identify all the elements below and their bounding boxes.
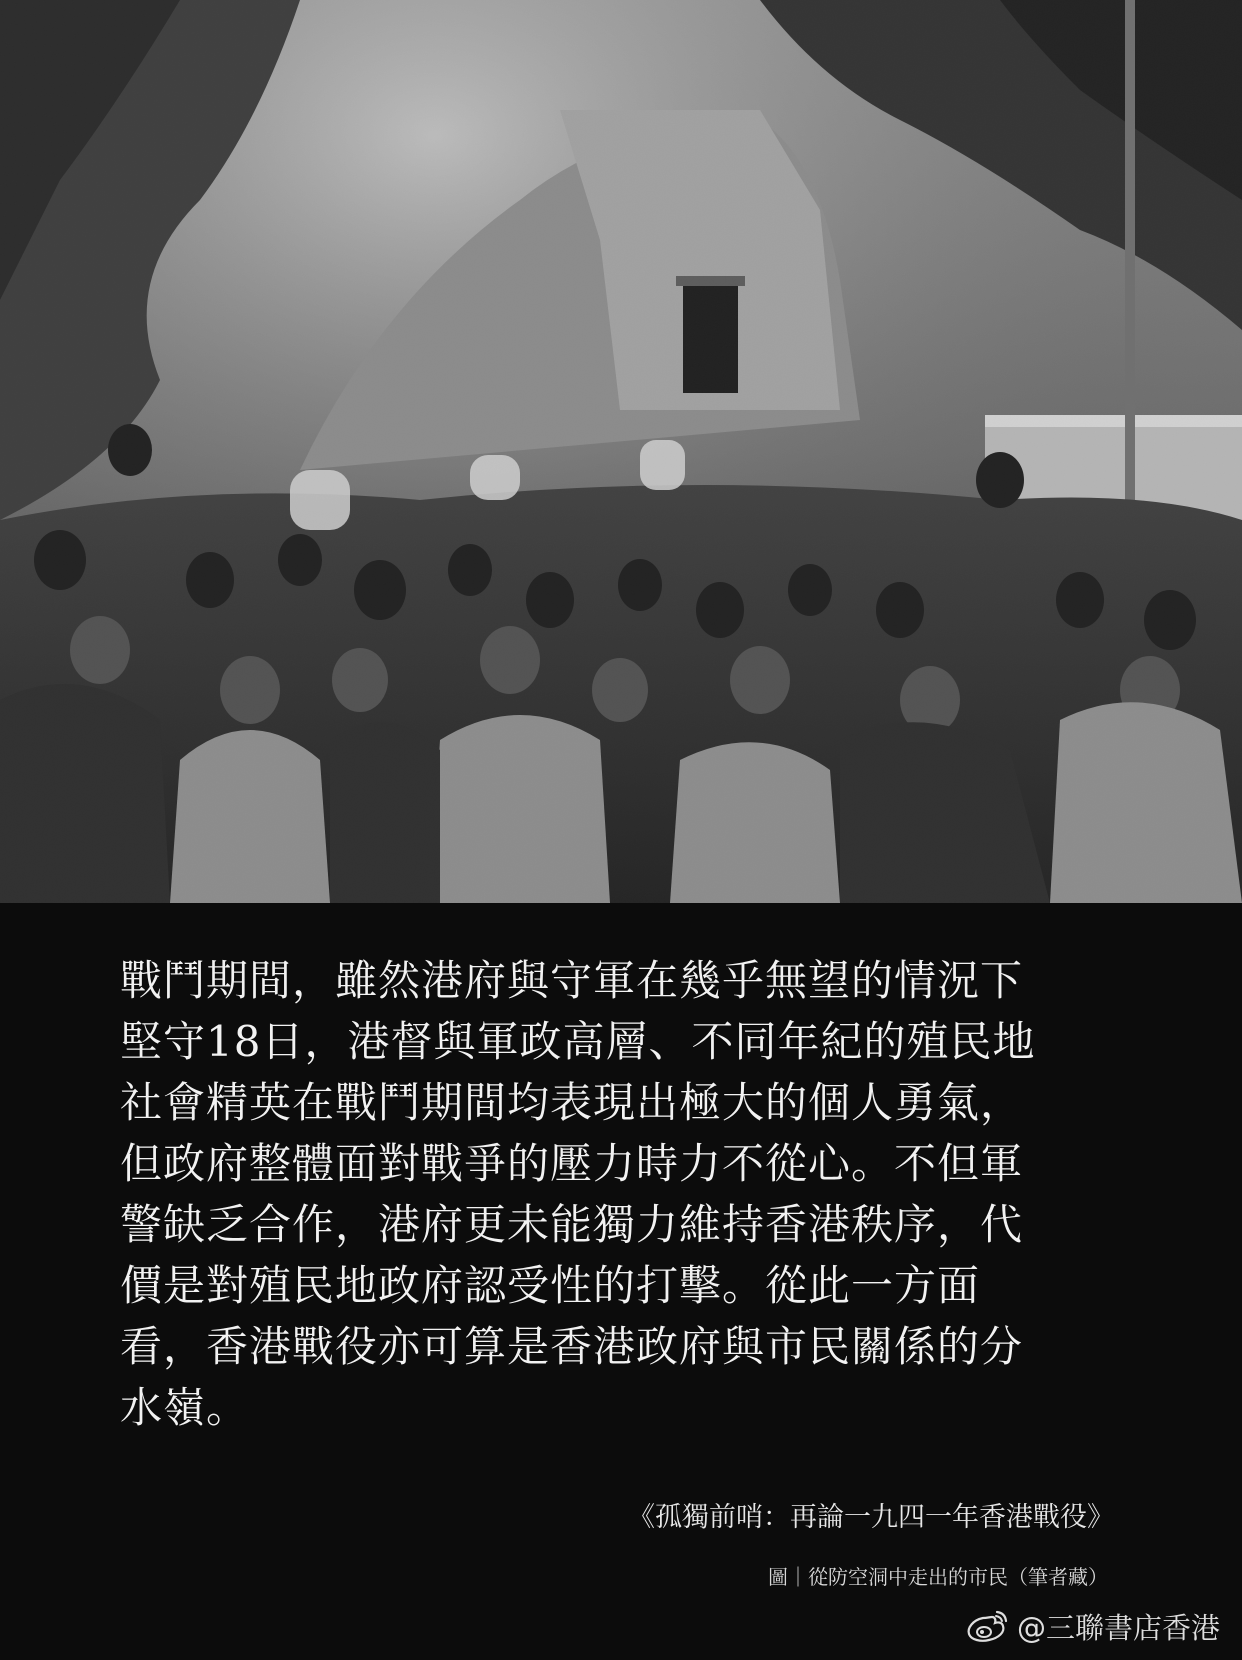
body-line: 社會精英在戰鬥期間均表現出極大的個人勇氣， xyxy=(120,1078,1024,1127)
body-line: 看，香港戰役亦可算是香港政府與市民關係的分 xyxy=(120,1322,1024,1371)
source-book-title: 《孤獨前哨：再論一九四一年香港戰役》 xyxy=(628,1502,1114,1533)
body-paragraph xyxy=(120,950,1130,1438)
body-line: 戰鬥期間，雖然港府與守軍在幾乎無望的情況下 xyxy=(120,956,1024,1005)
body-line: 堅守18日，港督與軍政高層、不同年紀的殖民地 xyxy=(120,1017,1036,1066)
photo-caption: 圖｜從防空洞中走出的市民（筆者藏） xyxy=(768,1565,1108,1589)
weibo-watermark xyxy=(965,1606,1220,1646)
weibo-icon xyxy=(965,1608,1009,1644)
watermark-account: @三聯書店香港 xyxy=(1016,1610,1220,1645)
body-line: 價是對殖民地政府認受性的打擊。從此一方面 xyxy=(120,1261,981,1310)
body-line: 水嶺。 xyxy=(120,1383,250,1432)
body-line: 但政府整體面對戰爭的壓力時力不從心。不但軍 xyxy=(120,1139,1024,1188)
body-line: 警缺乏合作，港府更未能獨力維持香港秩序，代 xyxy=(120,1200,1024,1249)
